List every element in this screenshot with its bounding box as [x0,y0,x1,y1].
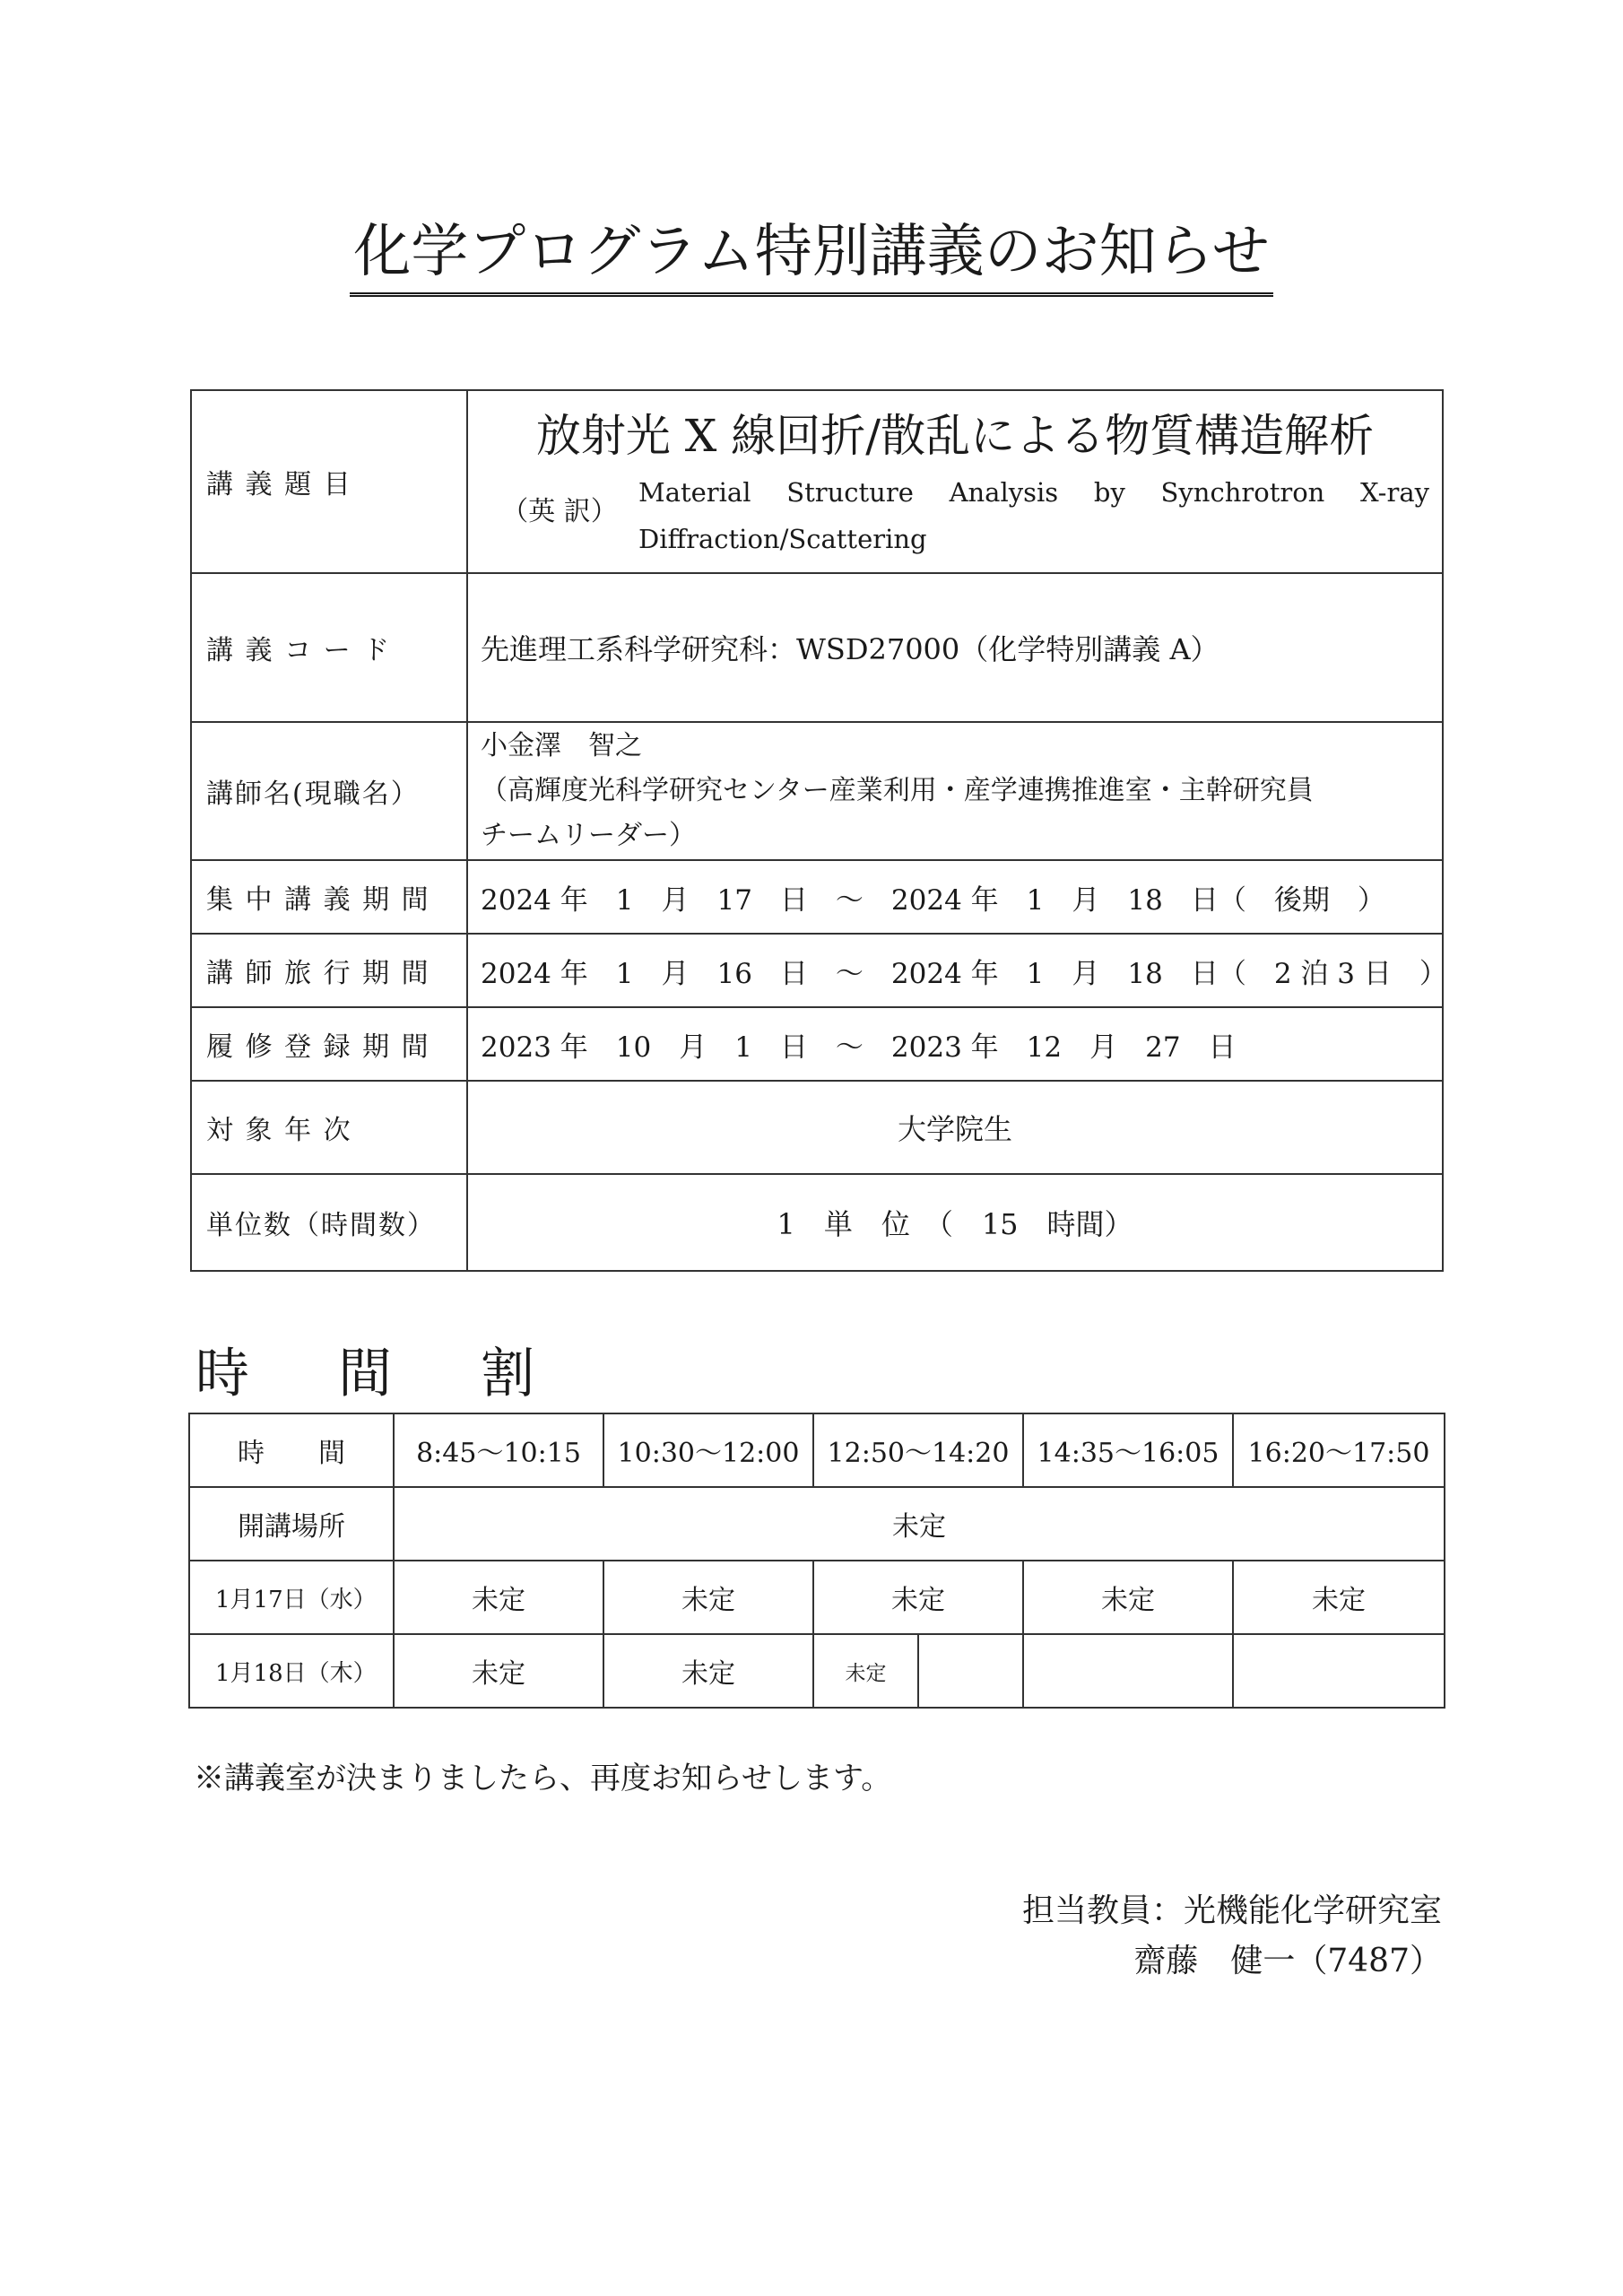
intensive-dates: 2024 年 1 月 17 日 ～ 2024 年 1 月 18 日（ 後期 ） [481,883,1385,917]
target-label: 対 象 年 次 [191,1081,467,1174]
slot-3: 12:50～14:20 [813,1413,1023,1487]
schedule-heading: 時 間 割 [195,1343,571,1405]
lecturer-position: （高輝度光科学研究センター産業利用・産学連携推進室・主幹研究員 [481,775,1314,806]
travel-label: 講 師 旅 行 期 間 [191,934,467,1007]
english-title-wrap [481,469,1429,562]
row-intensive-period [191,860,1443,934]
day2-slot-1: 未定 [394,1634,603,1708]
registration-value [467,1007,1443,1081]
day2-slot-5 [1233,1634,1445,1708]
document-title-wrap [0,213,1623,297]
day1-label: 1月17日（水） [189,1561,394,1634]
lecture-title-ja: 放射光 X 線回折/散乱による物質構造解析 [535,410,1375,462]
day2-slot-3b [918,1634,1023,1708]
day2-label: 1月18日（木） [189,1634,394,1708]
lecturer-label: 講師名(現職名） [191,722,467,860]
credits-label: 単位数（時間数） [191,1174,467,1271]
slot-4: 14:35～16:05 [1023,1413,1233,1487]
day1-slot-2: 未定 [603,1561,813,1634]
room-note: ※講義室が決まりましたら、再度お知らせします。 [194,1761,892,1796]
lecture-title-en: Material Structure Analysis by Synchrotron X-ray Diffraction/Scattering [638,477,1429,554]
day1-slot-4: 未定 [1023,1561,1233,1634]
venue-value: 未定 [394,1487,1445,1561]
day1-slot-5: 未定 [1233,1561,1445,1634]
schedule-day2-row [189,1634,1445,1708]
day2-slot-4 [1023,1634,1233,1708]
target-value: 大学院生 [467,1081,1443,1174]
travel-dates: 2024 年 1 月 16 日 ～ 2024 年 1 月 18 日（ 2 泊 3 日 ） [481,957,1447,990]
registration-dates: 2023 年 10 月 1 日 ～ 2023 年 12 月 27 日 [481,1031,1237,1064]
schedule-venue-row [189,1487,1445,1561]
day1-slot-3: 未定 [813,1561,1023,1634]
document-title: 化学プログラム特別講義のお知らせ [350,213,1272,297]
row-credits [191,1174,1443,1271]
row-code [191,573,1443,722]
registration-label: 履 修 登 録 期 間 [191,1007,467,1081]
lecture-title-cell [467,390,1443,573]
lecturer-cell [467,722,1443,860]
lecturer-name: 小金澤 智之 [481,730,642,761]
credits-value: 1 単 位 （ 15 時間） [467,1174,1443,1271]
day1-slot-1: 未定 [394,1561,603,1634]
intensive-value [467,860,1443,934]
schedule-table [188,1413,1445,1709]
venue-label: 開講場所 [189,1487,394,1561]
lecturer-position-2: チームリーダー） [481,820,696,851]
contact-block [1022,1886,1442,1987]
lecture-title-label: 講 義 題 目 [191,390,467,573]
row-lecturer [191,722,1443,860]
contact-name: 齋藤 健一（7487） [1133,1943,1442,1979]
lecture-info-table [190,389,1447,1272]
code-value: 先進理工系科学研究科：WSD27000（化学特別講義 A） [467,573,1443,722]
row-lecture-title [191,390,1443,573]
schedule-time-row [189,1413,1445,1487]
slot-5: 16:20～17:50 [1233,1413,1445,1487]
time-label: 時 間 [189,1413,394,1487]
row-registration-period [191,1007,1443,1081]
day2-slot-3: 未定 [813,1634,918,1708]
row-travel-period [191,934,1443,1007]
intensive-label: 集 中 講 義 期 間 [191,860,467,934]
slot-2: 10:30～12:00 [603,1413,813,1487]
day2-slot-2: 未定 [603,1634,813,1708]
english-label: （英 訳） [501,496,618,527]
code-label: 講 義 コ ー ド [191,573,467,722]
contact-label: 担当教員：光機能化学研究室 [1021,1892,1442,1929]
row-target [191,1081,1443,1174]
slot-1: 8:45～10:15 [394,1413,603,1487]
travel-value [467,934,1447,1007]
schedule-day1-row [189,1561,1445,1634]
